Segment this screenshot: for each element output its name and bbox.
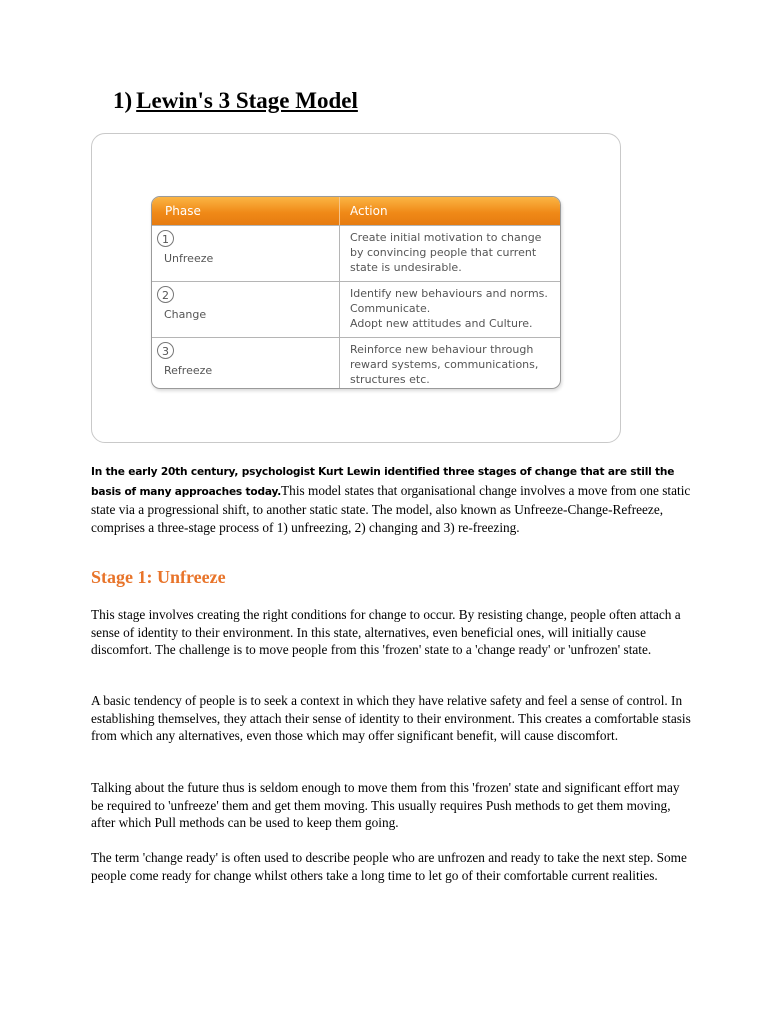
stage-1-paragraph: A basic tendency of people is to seek a context in which they have relative safety and feel a sense of control. In establishing themselves, they attach their sense of identity to their environment. This creates a comfortable stasis from which any alternatives, even those which may offer significant benefit, will cause discomfort. [91,693,691,744]
phase-cell [152,338,340,389]
intro-paragraph [91,462,691,536]
phase-cell [152,282,340,337]
action-line: state is undesirable. [350,261,462,274]
intro-text: This model states that organisational change involves a move from one static state via a progressional shift, to another static state. The model, also known as Unfreeze-Change-Refreeze, comprises a three-stage process of 1) unfreezing, 2) changing and 3) re-freezing. [91,482,691,535]
action-cell [340,282,560,337]
phase-name: Refreeze [164,364,213,377]
stage-1-paragraph: The term 'change ready' is often used to describe people who are unfrozen and ready to take the next step. Some people come ready for change whilst others take a long time to let go of their comfortable current realities. [91,850,687,883]
action-line: reward systems, communications, [350,358,539,371]
action-column-header: Action [350,204,388,218]
table-header [152,197,560,225]
phase-cell [152,226,340,281]
table-row [152,281,560,337]
phase-action-table [151,196,561,389]
action-cell [340,226,560,281]
stage-1-heading: Stage 1: Unfreeze [91,567,226,587]
title-text: Lewin's 3 Stage Model [136,88,358,113]
step-number-badge: 3 [157,342,174,359]
phase-name: Unfreeze [164,252,214,265]
action-line: Identify new behaviours and norms. [350,287,548,300]
action-line: Create initial motivation to change [350,231,542,244]
phase-name: Change [164,308,207,321]
step-number-badge: 1 [157,230,174,247]
stage-1-paragraph: Talking about the future thus is seldom enough to move them from this 'frozen' state and significant effort may be required to 'unfreeze' them and get them moving. This usually requires Push methods to get them moving, after which Pull methods can be used to keep them going. [91,780,680,831]
table-row [152,337,560,389]
table-row [152,225,560,281]
step-number-badge: 2 [157,286,174,303]
action-line: Adopt new attitudes and Culture. [350,317,533,330]
phase-column-header: Phase [152,197,340,225]
action-line: by convincing people that current [350,246,537,259]
page-title [113,88,358,114]
action-line: Communicate. [350,302,431,315]
intro-bold-text: In the early 20th century, psychologist Kurt Lewin identified three stages of change that are still the basis of many approaches today. [91,466,675,498]
action-cell [340,338,560,389]
title-number: 1) [113,88,133,113]
stage-1-paragraph: This stage involves creating the right conditions for change to occur. By resisting change, people often attach a sense of identity to their environment. In this state, alternatives, even beneficial ones, will initially cause discomfort. The challenge is to move people from this 'frozen' state to a 'change ready' or 'unfrozen' state. [91,607,681,658]
action-line: Reinforce new behaviour through [350,343,534,356]
action-line: structures etc. [350,373,430,386]
